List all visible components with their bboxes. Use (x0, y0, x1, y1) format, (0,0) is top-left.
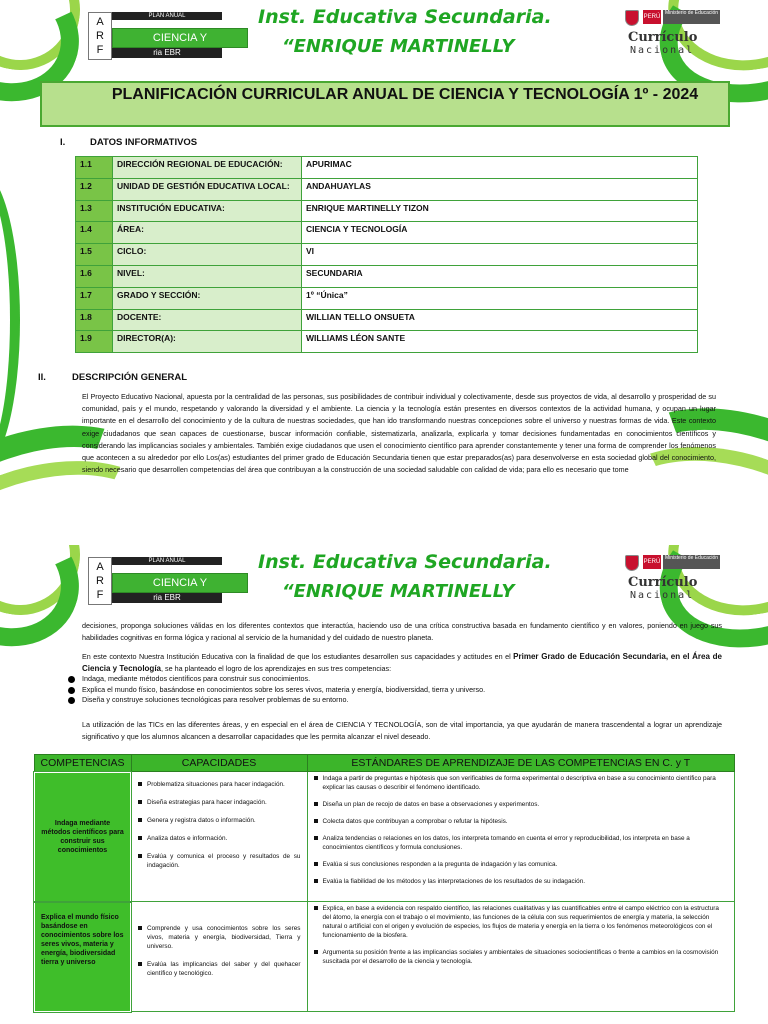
table-row (76, 331, 698, 353)
bullet-icon (68, 676, 75, 683)
row-value: WILLIAN TELLO ONSUETA (302, 309, 698, 331)
bullet-icon (138, 926, 142, 930)
list-item: Colecta datos que contribuyan a comprobar o refutar la hipótesis. (314, 817, 729, 826)
curriculo-nacional-logo: PERÚ Ministerio de Educación Currículo Nacional (622, 8, 722, 58)
table-row (76, 309, 698, 331)
row-label: INSTITUCIÓN EDUCATIVA: (113, 200, 302, 222)
table-row (34, 902, 735, 1012)
list-item: Problematiza situaciones para hacer indagación. (138, 780, 301, 789)
row-value: ANDAHUAYLAS (302, 178, 698, 200)
bullet-icon (314, 950, 318, 954)
bullet-icon (314, 862, 318, 866)
datos-informativos-table (75, 156, 698, 353)
table-row (76, 265, 698, 287)
list-item: Evalúa si sus conclusiones responden a la pregunta de indagación y las comunica. (314, 860, 729, 869)
table-row (34, 772, 735, 902)
row-number: 1.8 (76, 309, 113, 331)
bullet-icon (138, 854, 142, 858)
bullet-icon (138, 818, 142, 822)
institution-line-1: Inst. Educativa Secundaria. (258, 6, 552, 28)
area-tab: CIENCIA Y (112, 28, 248, 48)
institution-paragraph: En este contexto Nuestra Institución Educativa con la finalidad de que los estudiantes desarrollen sus capacidades y actitudes en el Primer Grado de Educación Secundaria, en el Área de Ciencia y Tecnología, se ha planteado el logro de los aprendizajes en sus tres competencias: (82, 652, 722, 674)
row-value: SECUNDARIA (302, 265, 698, 287)
list-item: Evalúa y comunica el proceso y resultados de su indagación. (138, 852, 301, 870)
row-label: GRADO Y SECCIÓN: (113, 287, 302, 309)
row-number: 1.7 (76, 287, 113, 309)
row-number: 1.4 (76, 222, 113, 244)
row-value: VI (302, 244, 698, 266)
row-value: APURIMAC (302, 157, 698, 179)
list-item: Diseña estrategias para hacer indagación. (138, 798, 301, 807)
row-label: NIVEL: (113, 265, 302, 287)
list-item: Indaga a partir de preguntas e hipótesis que son verificables de forma experimental o descriptiva en base a su conocimiento científico para explicar las causas o describir el fenómeno identificado. (314, 774, 729, 792)
table-row (76, 200, 698, 222)
column-header: CAPACIDADES (131, 755, 307, 772)
tics-paragraph: La utilización de las TICs en las diferentes áreas, y en especial en el área de CIENCIA Y TECNOLOGÍA, son de vital importancia, ya que ayudarán de manera trascendental a lograr un aprendizaje significativo y que los alumnos alcancen a desarrollar capacidades que les permita alcanzar el nivel deseado. (82, 720, 722, 742)
section-heading: DESCRIPCIÓN GENERAL (72, 372, 188, 383)
row-value: ENRIQUE MARTINELLY TIZON (302, 200, 698, 222)
bullet-icon (314, 836, 318, 840)
bullet-icon (314, 776, 318, 780)
list-item: Analiza tendencias o relaciones en los datos, los interpreta tomando en cuenta el error y reproducibilidad, los interpreta en base a conocimientos científicos y formula conclusiones. (314, 834, 729, 852)
row-number: 1.9 (76, 331, 113, 353)
plan-anual-label: PLAN ANUAL (112, 12, 222, 20)
row-number: 1.5 (76, 244, 113, 266)
bullet-icon (138, 800, 142, 804)
curriculo-nacional-logo: PERÚ Ministerio de Educación Currículo Nacional (622, 553, 722, 603)
bullet-icon (138, 962, 142, 966)
bullet-icon (314, 906, 318, 910)
plan-anual-label: PLAN ANUAL (112, 557, 222, 565)
descripcion-paragraph: El Proyecto Educativo Nacional, apuesta por la centralidad de las personas, sus posibilidades de contribuir individual y colectivamente, desde sus proyectos de vida, al desarrollo y prosperidad de su comunidad, país y el mundo, respetando y valorando la diversidad y el ambiente. La ciencia y la tecnología están presentes en diversos contextos de la actividad humana, y ocupan un lugar importante en el desarrollo del conocimiento y de la cultura de nuestras sociedades, que han ido transformando nuestras concepciones sobre el universo y nuestras formas de vida. Este contexto exige ciudadanos que sean capaces de cuestionarse, buscar información confiable, sistematizarla, analizarla, explicarla y tomar decisiones fundamentadas en conocimientos científicos y considerando las implicancias sociales y ambientales. También exige ciudadanos que usen el conocimiento científico para aprender constantemente y tener una forma de comprender los fenómenos que acontecen a su alrededor por ello Los(as) estudiantes del primer grado de Educación Secundaria tienen que estar preparados(as) para desenvolverse en esta sociedad global del conocimiento, siendo necesario que desarrollen competencias del área que contribuyan a la construcción de una sociedad saludable con calidad de vida; para ello es necesario que tome (82, 392, 716, 475)
decorative-swoosh (0, 545, 98, 667)
row-number: 1.3 (76, 200, 113, 222)
list-item: Argumenta su posición frente a las implicancias sociales y ambientales de situaciones sociocientíficas o frente a cambios en la cosmovisión suscitada por el desarrollo de la ciencia y tecnología. (314, 948, 729, 966)
peru-shield-icon (625, 10, 639, 26)
list-item: Evalúa la fiabilidad de los métodos y las interpretaciones de los resultados de su indagación. (314, 877, 729, 886)
area-tab: CIENCIA Y (112, 573, 248, 593)
page-title: PLANIFICACIÓN CURRICULAR ANUAL DE CIENCIA Y TECNOLOGÍA 1º - 2024 (40, 81, 730, 127)
table-row (76, 287, 698, 309)
row-number: 1.1 (76, 157, 113, 179)
row-number: 1.6 (76, 265, 113, 287)
row-number: 1.2 (76, 178, 113, 200)
competencia-cell: Explica el mundo físico basándose en conocimientos sobre los seres vivos, materia y energía, biodiversidad tierra y universo (34, 902, 131, 1012)
table-row (76, 178, 698, 200)
section-number: II. (38, 372, 46, 383)
row-label: DOCENTE: (113, 309, 302, 331)
bullet-icon (138, 836, 142, 840)
institution-line-1: Inst. Educativa Secundaria. (258, 551, 552, 573)
competencias-list (82, 674, 485, 706)
document-page-2 (0, 545, 768, 1024)
header-badge (88, 12, 248, 60)
capacidades-cell (131, 902, 307, 1012)
estandares-cell (307, 902, 735, 1012)
institution-line-2: “ENRIQUE MARTINELLY (282, 36, 515, 57)
bullet-icon (68, 687, 75, 694)
list-item: Explica el mundo físico, basándose en conocimientos sobre los seres vivos, materia y energía, biodiversidad, tierra y universo. (82, 685, 485, 696)
section-heading: DATOS INFORMATIVOS (90, 137, 198, 148)
list-item: Analiza datos e información. (138, 834, 301, 843)
competencia-cell: Indaga mediante métodos científicos para construir sus conocimientos (34, 772, 131, 902)
column-header: ESTÁNDARES DE APRENDIZAJE DE LAS COMPETENCIAS EN C. y T (307, 755, 735, 772)
ebr-label: ria EBR (112, 593, 222, 603)
table-row (76, 244, 698, 266)
row-label: DIRECTOR(A): (113, 331, 302, 353)
row-value: CIENCIA Y TECNOLOGÍA (302, 222, 698, 244)
ebr-label: ria EBR (112, 48, 222, 58)
bullet-icon (314, 819, 318, 823)
list-item: Diseña un plan de recojo de datos en base a observaciones y experimentos. (314, 800, 729, 809)
list-item: Indaga, mediante métodos científicos para construir sus conocimientos. (82, 674, 485, 685)
table-row (76, 222, 698, 244)
capacidades-cell (131, 772, 307, 902)
row-label: ÁREA: (113, 222, 302, 244)
bullet-icon (138, 782, 142, 786)
list-item: Diseña y construye soluciones tecnológicas para resolver problemas de su entorno. (82, 695, 485, 706)
list-item: Genera y registra datos o información. (138, 816, 301, 825)
institution-line-2: “ENRIQUE MARTINELLY (282, 581, 515, 602)
competencias-table (33, 754, 735, 1013)
continuation-paragraph: decisiones, proponga soluciones válidas en los diferentes contextos que interactúa, haciendo uso de una crítica constructiva basada en fundamento científico y en valores, poniendo en juego sus habilidades cognitivas en forma lógica y racional al servicio de la humanidad y del cuidado de nuestro planeta. (82, 621, 722, 643)
estandares-cell (307, 772, 735, 902)
column-header: COMPETENCIAS (34, 755, 131, 772)
bullet-icon (314, 802, 318, 806)
decorative-swoosh (0, 170, 20, 470)
list-item: Evalúa las implicancias del saber y del quehacer científico y tecnológico. (138, 960, 301, 978)
bullet-icon (68, 697, 75, 704)
arf-box: A R F (88, 12, 112, 60)
list-item: Explica, en base a evidencia con respaldo científico, las relaciones cualitativas y las cuantificables entre el campo eléctrico con la estructura del átomo, la energía con el trabajo o el movimiento, las funciones de la célula con sus requerimientos de energía y materia, la selección natural o artificial con el origen y evolución de especies, los flujos de materia y energía en la tierra o los fenómenos meteorológicos con el funcionamiento de la biosfera. (314, 904, 729, 940)
arf-box: A R F (88, 557, 112, 605)
bullet-icon (314, 879, 318, 883)
section-number: I. (60, 137, 66, 148)
row-value: 1º “Única” (302, 287, 698, 309)
list-item: Comprende y usa conocimientos sobre los seres vivos, materia y energía, biodiversidad, Tierra y universo. (138, 924, 301, 951)
row-label: DIRECCIÓN REGIONAL DE EDUCACIÓN: (113, 157, 302, 179)
row-label: UNIDAD DE GESTIÓN EDUCATIVA LOCAL: (113, 178, 302, 200)
peru-shield-icon (625, 555, 639, 571)
header-badge (88, 557, 248, 605)
row-value: WILLIAMS LÉON SANTE (302, 331, 698, 353)
table-row (76, 157, 698, 179)
row-label: CICLO: (113, 244, 302, 266)
